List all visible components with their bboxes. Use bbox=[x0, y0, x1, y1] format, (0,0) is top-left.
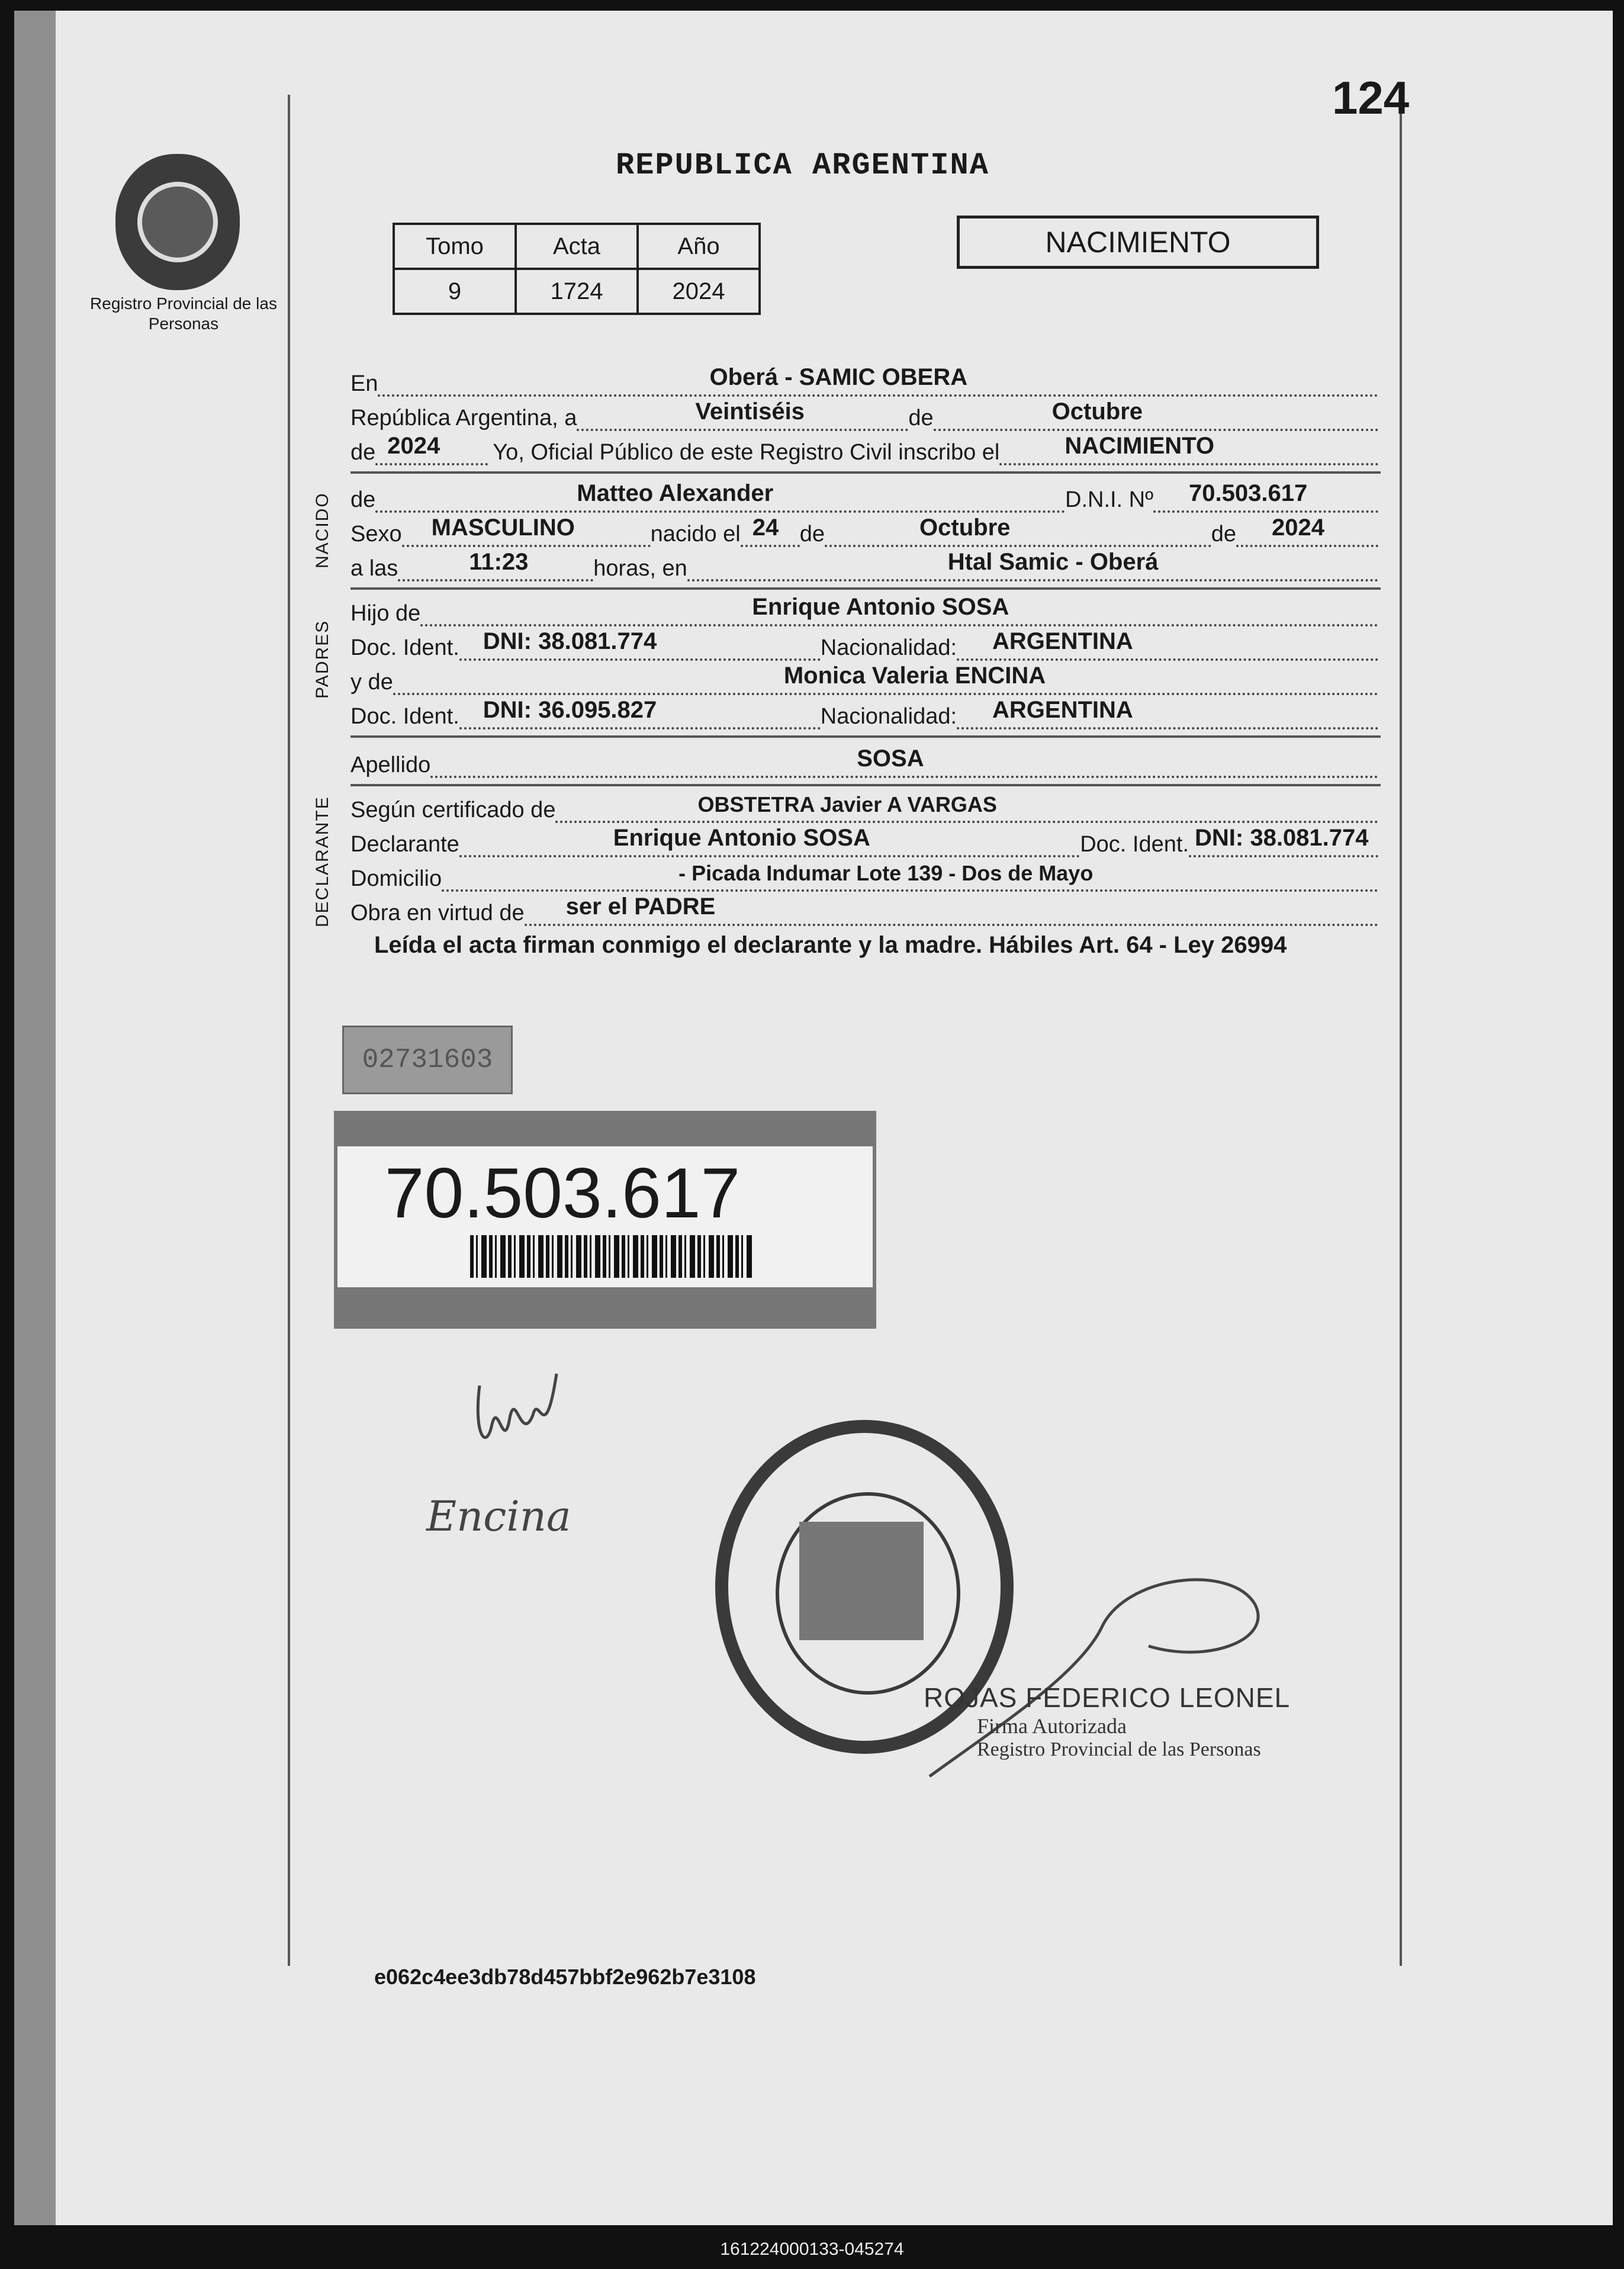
ref-value-tomo: 9 bbox=[394, 269, 516, 314]
row-sexo: Sexo MASCULINO nacido el 24 de Octubre de 2024 bbox=[350, 519, 1378, 547]
row-apellido: Apellido SOSA bbox=[350, 750, 1378, 778]
row-obra: Obra en virtud de ser el PADRE bbox=[350, 898, 1378, 926]
mes-value: Octubre bbox=[1051, 398, 1143, 425]
registro-label: Registro Provincial de las Personas bbox=[90, 294, 277, 333]
ref-table bbox=[393, 223, 761, 315]
madre-nac-value: ARGENTINA bbox=[992, 697, 1133, 723]
provincial-seal-icon bbox=[115, 154, 240, 290]
dni-sticker-number: 70.503.617 bbox=[384, 1153, 741, 1233]
row-en: En Oberá - SAMIC OBERA bbox=[350, 368, 1378, 397]
row-hora: a las 11:23 horas, en Htal Samic - Oberá bbox=[350, 553, 1378, 581]
signature-madre: Encina bbox=[426, 1492, 571, 1541]
inscribo-value: NACIMIENTO bbox=[1065, 433, 1214, 459]
row-hijo-de: Hijo de Enrique Antonio SOSA bbox=[350, 598, 1378, 626]
binding-edge bbox=[14, 11, 56, 2225]
padre-doc-value: DNI: 38.081.774 bbox=[483, 628, 657, 654]
row-nombre: de Matteo Alexander D.N.I. Nº 70.503.617 bbox=[350, 484, 1378, 513]
lugar-value: Htal Samic - Oberá bbox=[947, 549, 1159, 575]
signature-declarante-icon bbox=[468, 1362, 574, 1463]
nac-dia-value: 24 bbox=[752, 515, 779, 541]
madre-value: Monica Valeria ENCINA bbox=[783, 663, 1046, 689]
decl-doc-value: DNI: 38.081.774 bbox=[1195, 825, 1369, 851]
row-y-de: y de Monica Valeria ENCINA bbox=[350, 667, 1378, 695]
official-role: Firma Autorizada bbox=[977, 1714, 1127, 1738]
nac-anio-value: 2024 bbox=[1272, 515, 1324, 541]
ref-header-acta: Acta bbox=[516, 224, 638, 269]
acta-type-box: NACIMIENTO bbox=[957, 216, 1319, 269]
footer-id: 161224000133-045274 bbox=[720, 2239, 904, 2259]
section-padres: PADRES bbox=[313, 619, 332, 699]
hora-value: 11:23 bbox=[469, 549, 529, 575]
dni-sticker bbox=[334, 1111, 876, 1329]
dni-value: 70.503.617 bbox=[1189, 480, 1308, 506]
official-org: Registro Provincial de las Personas bbox=[977, 1738, 1261, 1760]
nac-mes-value: Octubre bbox=[919, 515, 1011, 541]
row-madre-doc: Doc. Ident. DNI: 36.095.827 Nacionalidad: ARGENTINA bbox=[350, 701, 1378, 729]
section-declarante: DECLARANTE bbox=[313, 796, 332, 927]
row-padre-doc: Doc. Ident. DNI: 38.081.774 Nacionalidad: ARGENTINA bbox=[350, 632, 1378, 661]
padre-value: Enrique Antonio SOSA bbox=[752, 594, 1009, 620]
certificado-value: OBSTETRA Javier A VARGAS bbox=[697, 792, 997, 817]
section-nacido: NACIDO bbox=[313, 492, 332, 568]
dia-value: Veintiséis bbox=[695, 398, 805, 425]
row-domicilio: Domicilio - Picada Indumar Lote 139 - Dos de Mayo bbox=[350, 863, 1378, 892]
padre-nac-value: ARGENTINA bbox=[992, 628, 1133, 654]
nombre-value: Matteo Alexander bbox=[577, 480, 774, 506]
document-hash: e062c4ee3db78d457bbf2e962b7e3108 bbox=[374, 1965, 756, 1989]
official-signature-block bbox=[924, 1682, 1290, 1761]
ref-header-tomo: Tomo bbox=[394, 224, 516, 269]
security-stamp-number: 02731603 bbox=[342, 1026, 513, 1094]
madre-doc-value: DNI: 36.095.827 bbox=[483, 697, 657, 723]
domicilio-value: - Picada Indumar Lote 139 - Dos de Mayo bbox=[678, 861, 1094, 885]
page-title: REPUBLICA ARGENTINA bbox=[616, 148, 989, 183]
ref-value-anio: 2024 bbox=[638, 269, 760, 314]
row-republica: República Argentina, a Veintiséis de Octubre bbox=[350, 403, 1378, 431]
ref-header-anio: Año bbox=[638, 224, 760, 269]
en-value: Oberá - SAMIC OBERA bbox=[709, 364, 968, 390]
declarante-value: Enrique Antonio SOSA bbox=[613, 825, 870, 851]
ref-value-acta: 1724 bbox=[516, 269, 638, 314]
barcode-icon bbox=[470, 1235, 754, 1278]
official-name: ROJAS FEDERICO LEONEL bbox=[924, 1682, 1291, 1713]
apellido-value: SOSA bbox=[857, 745, 924, 772]
row-oficial: de 2024 Yo, Oficial Público de este Registro Civil inscribo el NACIMIENTO bbox=[350, 437, 1378, 465]
row-certificado: Según certificado de OBSTETRA Javier A VARGAS bbox=[350, 795, 1378, 823]
anio-value: 2024 bbox=[387, 433, 440, 459]
acta-note: Leída el acta firman conmigo el declarante y la madre. Hábiles Art. 64 - Ley 26994 bbox=[374, 932, 1287, 958]
page-number: 124 bbox=[1332, 72, 1410, 124]
sexo-value: MASCULINO bbox=[431, 515, 575, 541]
row-declarante: Declarante Enrique Antonio SOSA Doc. Ident. DNI: 38.081.774 bbox=[350, 829, 1378, 857]
obra-value: ser el PADRE bbox=[565, 894, 716, 920]
